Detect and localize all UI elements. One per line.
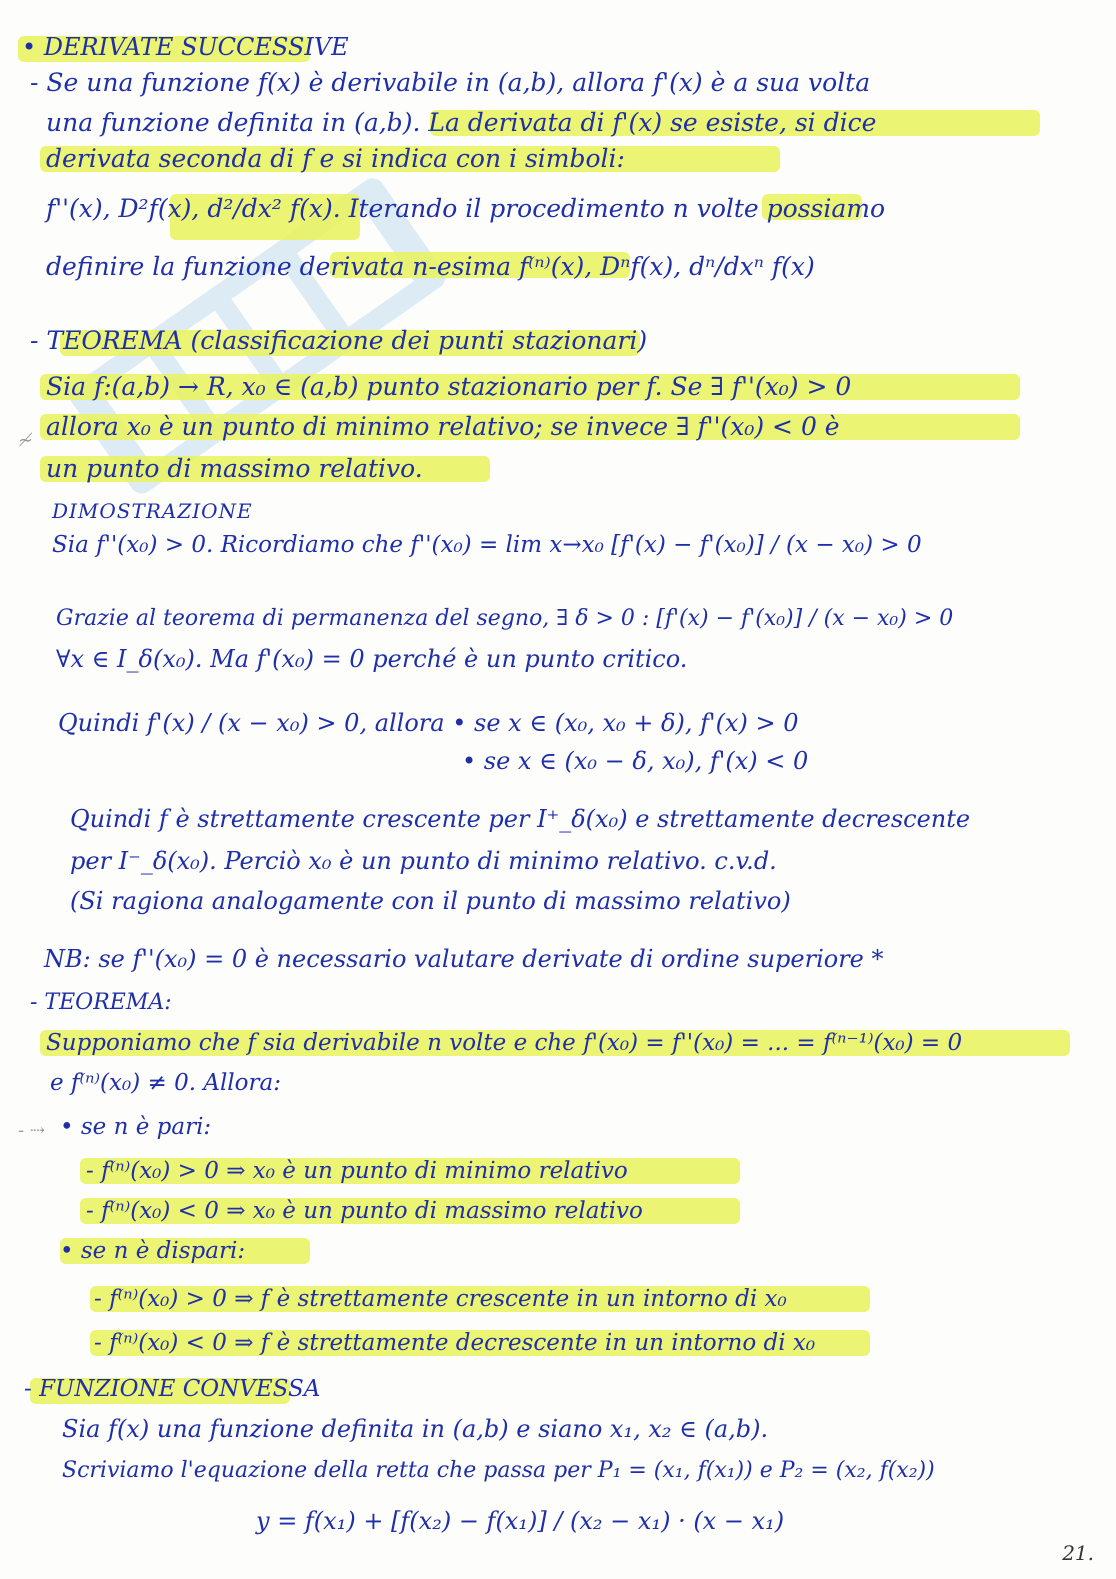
text-line: Sia f:(a,b) → R, x₀ ∈ (a,b) punto stazionario per f. Se ∃ f''(x₀) > 0 (46, 372, 852, 401)
text-line: Supponiamo che f sia derivabile n volte e che f'(x₀) = f''(x₀) = ... = f⁽ⁿ⁻¹⁾(x₀) = 0 (46, 1030, 963, 1056)
text-line: e f⁽ⁿ⁾(x₀) ≠ 0. Allora: (50, 1070, 281, 1096)
text-line: ∀x ∈ I_δ(x₀). Ma f'(x₀) = 0 perché è un punto critico. (56, 645, 688, 673)
heading-dimostrazione: DIMOSTRAZIONE (52, 499, 253, 523)
nota-bene-line: NB: se f''(x₀) = 0 è necessario valutare derivate di ordine superiore * (44, 945, 884, 973)
bullet-item: • se n è dispari: (60, 1238, 246, 1264)
text-line: un punto di massimo relativo. (46, 454, 423, 483)
list-item: - f⁽ⁿ⁾(x₀) > 0 ⇒ x₀ è un punto di minimo relativo (86, 1158, 628, 1184)
margin-mark: - ⇢ (18, 1120, 45, 1141)
text-line: allora x₀ è un punto di minimo relativo; se invece ∃ f''(x₀) < 0 è (46, 412, 840, 441)
heading-derivate-successive: • DERIVATE SUCCESSIVE (22, 33, 349, 61)
text-line: derivata seconda di f e si indica con i simboli: (46, 144, 625, 173)
bullet-item: • se n è pari: (60, 1114, 212, 1140)
text-line: per I⁻_δ(x₀). Perciò x₀ è un punto di minimo relativo. c.v.d. (70, 847, 777, 875)
page-number: 21. (1062, 1541, 1094, 1565)
text-line: Sia f(x) una funzione definita in (a,b) e siano x₁, x₂ ∈ (a,b). (62, 1415, 769, 1443)
text-line: Quindi f è strettamente crescente per I⁺_δ(x₀) e strettamente decrescente (70, 805, 971, 833)
text-line: una funzione definita in (a,b). La derivata di f'(x) se esiste, si dice (46, 108, 877, 137)
text-line: Quindi f'(x) / (x − x₀) > 0, allora • se x ∈ (x₀, x₀ + δ), f'(x) > 0 (58, 709, 799, 737)
heading-funzione-convessa: - FUNZIONE CONVESSA (24, 1376, 321, 1402)
text-line: - Se una funzione f(x) è derivabile in (a,b), allora f'(x) è a sua volta (30, 68, 871, 97)
text-line: • se x ∈ (x₀ − δ, x₀), f'(x) < 0 (462, 747, 809, 775)
equation-line: y = f(x₁) + [f(x₂) − f(x₁)] / (x₂ − x₁) · (x − x₁) (256, 1507, 785, 1535)
text-line: (Si ragiona analogamente con il punto di massimo relativo) (70, 887, 791, 915)
text-line: f''(x), D²f(x), d²/dx² f(x). Iterando il procedimento n volte possiamo (46, 194, 886, 223)
text-line: Sia f''(x₀) > 0. Ricordiamo che f''(x₀) = lim x→x₀ [f'(x) − f'(x₀)] / (x − x₀) > 0 (52, 532, 922, 558)
text-line: definire la funzione derivata n-esima f⁽ⁿ⁾(x), Dⁿf(x), dⁿ/dxⁿ f(x) (46, 252, 815, 281)
list-item: - f⁽ⁿ⁾(x₀) < 0 ⇒ x₀ è un punto di massimo relativo (86, 1198, 643, 1224)
text-line: Grazie al teorema di permanenza del segno, ∃ δ > 0 : [f'(x) − f'(x₀)] / (x − x₀) > 0 (56, 606, 954, 631)
heading-teorema-classificazione: - TEOREMA (classificazione dei punti stazionari) (30, 326, 648, 355)
margin-mark: ≁ (18, 430, 34, 451)
text-line: Scriviamo l'equazione della retta che passa per P₁ = (x₁, f(x₁)) e P₂ = (x₂, f(x₂)) (62, 1458, 935, 1483)
list-item: - f⁽ⁿ⁾(x₀) > 0 ⇒ f è strettamente crescente in un intorno di x₀ (94, 1286, 787, 1312)
heading-teorema: - TEOREMA: (30, 990, 172, 1015)
list-item: - f⁽ⁿ⁾(x₀) < 0 ⇒ f è strettamente decrescente in un intorno di x₀ (94, 1330, 816, 1356)
